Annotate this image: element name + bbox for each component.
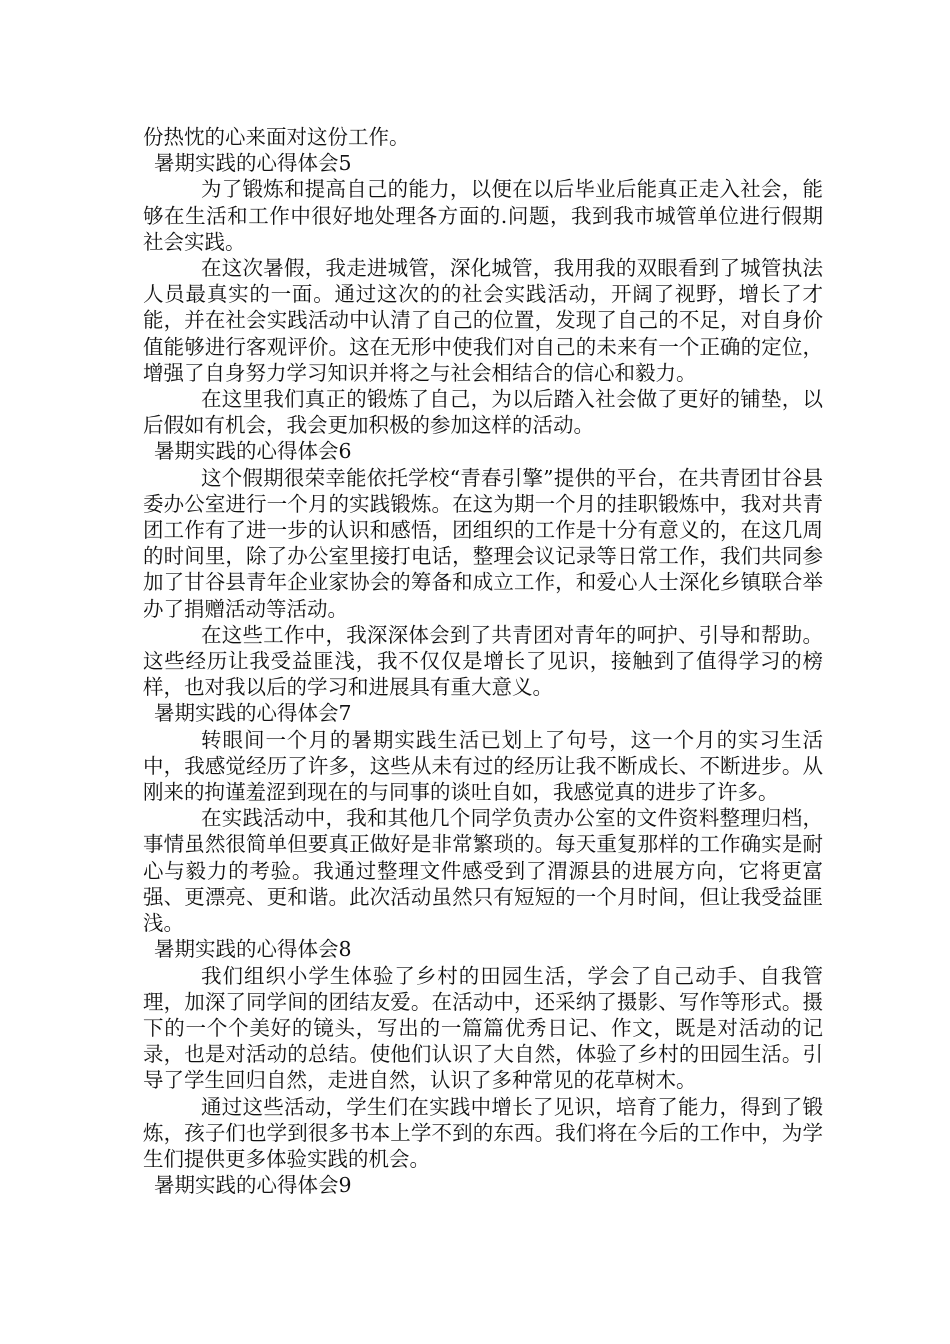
paragraph: 为了锻炼和提高自己的能力，以便在以后毕业后能真正走入社会，能够在生活和工作中很好地处理各方面的.问题，我到我市城管单位进行假期社会实践。 xyxy=(143,177,823,254)
paragraph: 在这些工作中，我深深体会到了共青团对青年的呵护、引导和帮助。这些经历让我受益匪浅，我不仅仅是增长了见识，接触到了值得学习的榜样，也对我以后的学习和进展具有重大意义。 xyxy=(143,622,823,700)
section-heading-9: 暑期实践的心得体会9 xyxy=(154,1173,352,1198)
document-body xyxy=(143,124,823,1198)
section-heading-6: 暑期实践的心得体会6 xyxy=(154,439,352,464)
paragraph: 这个假期很荣幸能依托学校“青春引擎”提供的平台，在共青团甘谷县委办公室进行一个月的实践锻炼。在这为期一个月的挂职锻炼中，我对共青团工作有了进一步的认识和感悟，团组织的工作是十分有意义的，在这几周的时间里，除了办公室里接打电话，整理会议记录等日常工作，我们共同参加了甘谷县青年企业家协会的筹备和成立工作，和爱心人士深化乡镇联合举办了捐赠活动等活动。 xyxy=(143,465,823,621)
section-heading-5: 暑期实践的心得体会5 xyxy=(154,151,352,176)
section-heading-7: 暑期实践的心得体会7 xyxy=(154,701,352,726)
paragraph: 转眼间一个月的暑期实践生活已划上了句号，这一个月的实习生活中，我感觉经历了许多，这些从未有过的经历让我不断成长、不断进步。从刚来的拘谨羞涩到现在的与同事的谈吐自如，我感觉真的进步了许多。 xyxy=(143,727,823,805)
paragraph: 我们组织小学生体验了乡村的田园生活，学会了自己动手、自我管理，加深了同学间的团结友爱。在活动中，还采纳了摄影、写作等形式。摄下的一个个美好的镜头，写出的一篇篇优秀日记、作文，既是对活动的记录，也是对活动的总结。使他们认识了大自然，体验了乡村的田园生活。引导了学生回归自然，走进自然，认识了多种常见的花草树木。 xyxy=(143,963,823,1093)
paragraph: 在这次暑假，我走进城管，深化城管，我用我的双眼看到了城管执法人员最真实的一面。通过这次的的社会实践活动，开阔了视野，增长了才能，并在社会实践活动中认清了自己的位置，发现了自己的不足，对自身价值能够进行客观评价。这在无形中使我们对自己的未来有一个正确的定位，增强了自身努力学习知识并将之与社会相结合的信心和毅力。 xyxy=(143,256,823,385)
paragraph: 通过这些活动，学生们在实践中增长了见识，培育了能力，得到了锻炼，孩子们也学到很多书本上学不到的东西。我们将在今后的工作中，为学生们提供更多体验实践的机会。 xyxy=(143,1094,823,1171)
section-heading-8: 暑期实践的心得体会8 xyxy=(154,937,352,962)
paragraph-continuation: 份热忱的心来面对这份工作。 xyxy=(143,125,410,149)
paragraph: 在这里我们真正的锻炼了自己，为以后踏入社会做了更好的铺垫，以后假如有机会，我会更加积极的参加这样的活动。 xyxy=(143,387,823,438)
paragraph: 在实践活动中，我和其他几个同学负责办公室的文件资料整理归档，事情虽然很简单但要真正做好是非常繁琐的。每天重复那样的工作确实是耐心与毅力的考验。我通过整理文件感受到了渭源县的进展方向，它将更富强、更漂亮、更和谐。此次活动虽然只有短短的一个月时间，但让我受益匪浅。 xyxy=(143,806,823,936)
